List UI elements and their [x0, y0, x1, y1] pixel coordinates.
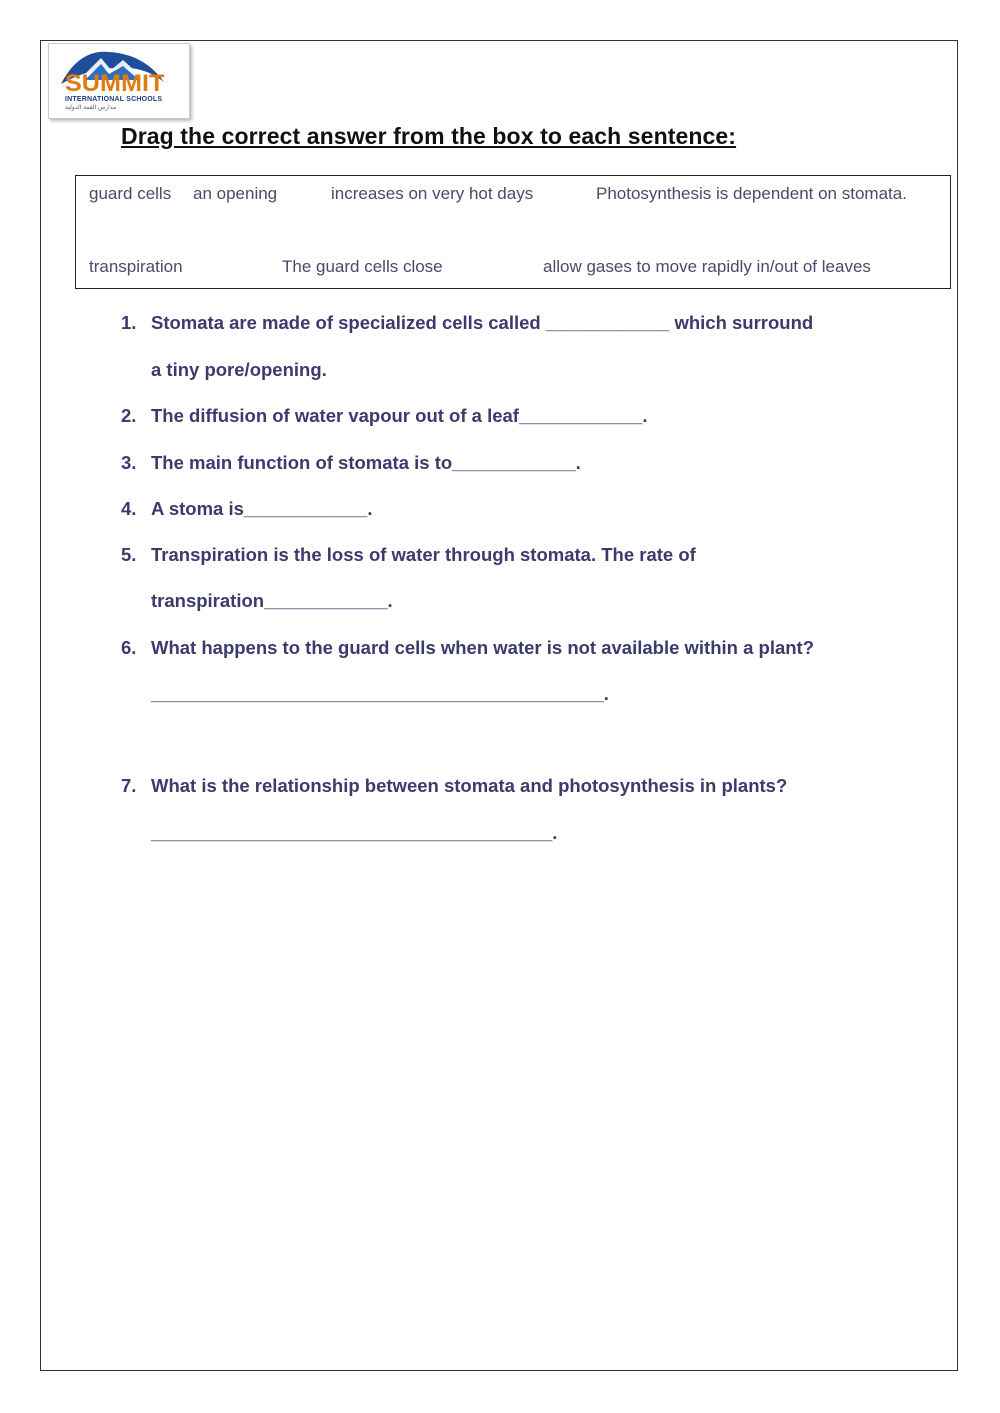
question-text: a tiny pore/opening.	[151, 359, 327, 380]
question-text: Stomata are made of specialized cells called ____________ which surround	[151, 312, 814, 333]
question-text: Transpiration is the loss of water through stomata. The rate of	[151, 544, 696, 565]
page-title: Drag the correct answer from the box to each sentence:	[121, 123, 737, 149]
question-text[interactable]: The main function of stomata is to____________.	[151, 452, 581, 473]
question-number: 2.	[121, 405, 137, 426]
question-text: What happens to the guard cells when water is not available within a plant?	[151, 637, 815, 658]
word-bank-item[interactable]: an opening	[193, 184, 278, 203]
question-text[interactable]: The diffusion of water vapour out of a leaf____________.	[151, 405, 648, 426]
word-bank-item[interactable]: The guard cells close	[282, 257, 443, 276]
question-text[interactable]: transpiration____________.	[151, 590, 393, 611]
word-bank-item[interactable]: Photosynthesis is dependent on stomata.	[596, 184, 907, 203]
question-number: 5.	[121, 544, 137, 565]
logo-wordmark: SUMMIT	[65, 70, 165, 97]
question-text: What is the relationship between stomata and photosynthesis in plants?	[151, 775, 788, 796]
question-number: 1.	[121, 312, 137, 333]
logo-arabic-text: مدارس القمة الدولية	[65, 105, 117, 111]
question-number: 3.	[121, 452, 137, 473]
school-logo	[48, 43, 190, 119]
question-text[interactable]: A stoma is____________.	[151, 498, 373, 519]
word-bank-item[interactable]: allow gases to move rapidly in/out of leaves	[543, 257, 871, 276]
logo-subtitle: INTERNATIONAL SCHOOLS	[65, 96, 163, 103]
question-number: 6.	[121, 637, 137, 658]
word-bank-item[interactable]: transpiration	[89, 257, 183, 276]
word-bank-item[interactable]: increases on very hot days	[331, 184, 534, 203]
question-number: 7.	[121, 775, 137, 796]
answer-blank[interactable]: _______________________________________.	[151, 822, 558, 843]
answer-blank[interactable]: ____________________________________________.	[151, 683, 609, 704]
question-number: 4.	[121, 498, 137, 519]
word-bank-item[interactable]: guard cells	[89, 184, 172, 203]
